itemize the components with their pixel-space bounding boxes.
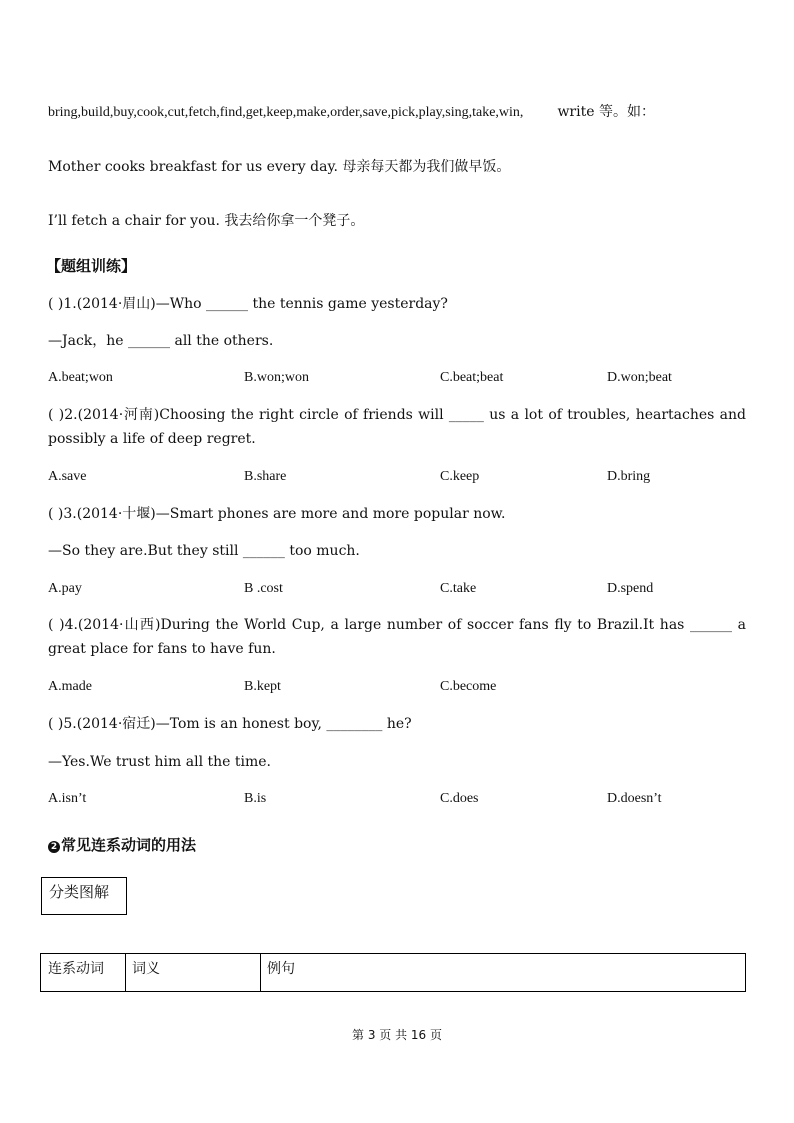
section-heading-exercises: 【题组训练】 <box>46 257 137 275</box>
question-3-option-d: D.spend <box>607 581 654 596</box>
question-5-stem: ( )5.(2014·宿迁)—Tom is an honest boy, ________ he? <box>48 716 412 732</box>
question-3-reply: —So they are.But they still ______ too much. <box>48 543 360 559</box>
table-header-example <box>260 954 744 991</box>
question-1-option-c: C.beat;beat <box>440 370 504 385</box>
linking-verb-table <box>40 953 746 992</box>
category-diagram-box <box>41 877 127 915</box>
table-header-verb-label: 连系动词 <box>48 961 104 977</box>
question-3-option-a: A.pay <box>48 581 82 596</box>
page-footer: 第 3 页 共 16 页 <box>352 1028 442 1042</box>
question-2-option-a: A.save <box>48 469 87 484</box>
question-1-option-d: D.won;beat <box>607 370 672 385</box>
example-sentence-1: Mother cooks breakfast for us every day. 母亲每天都为我们做早饭。 <box>48 159 511 175</box>
numbered-bullet-icon: 2 <box>48 841 60 853</box>
section-2-heading <box>48 836 196 854</box>
question-4-option-a: A.made <box>48 679 92 694</box>
question-5-reply: —Yes.We trust him all the time. <box>48 754 271 770</box>
table-header-meaning-label: 词义 <box>132 961 160 977</box>
verb-list: bring,build,buy,cook,cut,fetch,find,get,keep,make,order,save,pick,play,sing,take,win, <box>48 105 524 120</box>
question-5-option-c: C.does <box>440 791 479 806</box>
table-header-meaning <box>125 954 261 991</box>
question-2-stem: ( )2.(2014·河南)Choosing the right circle of friends will _____ us a lot of troubles, heartaches and possibly a life of deep regret. <box>48 407 746 447</box>
question-2-option-b: B.share <box>244 469 287 484</box>
question-1-option-a: A.beat;won <box>48 370 113 385</box>
question-5-option-b: B.is <box>244 791 267 806</box>
table-header-verb <box>41 954 126 991</box>
section-2-title: 常见连系动词的用法 <box>61 836 197 854</box>
table-header-example-label: 例句 <box>267 961 295 977</box>
question-2-option-d: D.bring <box>607 469 651 484</box>
question-3-option-b: B .cost <box>244 581 283 596</box>
question-1-stem: ( )1.(2014·眉山)—Who ______ the tennis game yesterday? <box>48 296 448 312</box>
example-sentence-2: I’ll fetch a chair for you. 我去给你拿一个凳子。 <box>48 213 365 229</box>
question-1-option-b: B.won;won <box>244 370 309 385</box>
intro-verb-line <box>48 103 655 122</box>
verb-tail: write 等。如： <box>557 104 655 120</box>
question-1-reply: —Jack，he ______ all the others. <box>48 333 274 349</box>
question-2-option-c: C.keep <box>440 469 480 484</box>
question-5-option-a: A.isn’t <box>48 791 87 806</box>
question-5-option-d: D.doesn’t <box>607 791 662 806</box>
question-4-option-c: C.become <box>440 679 497 694</box>
question-4-stem: ( )4.(2014·山西)During the World Cup, a large number of soccer fans fly to Brazil.It has ______ a great place for fans to have fun. <box>48 617 746 657</box>
question-3-stem: ( )3.(2014·十堰)—Smart phones are more and more popular now. <box>48 506 506 522</box>
question-4-option-b: B.kept <box>244 679 281 694</box>
category-diagram-label: 分类图解 <box>49 883 110 901</box>
question-3-option-c: C.take <box>440 581 477 596</box>
